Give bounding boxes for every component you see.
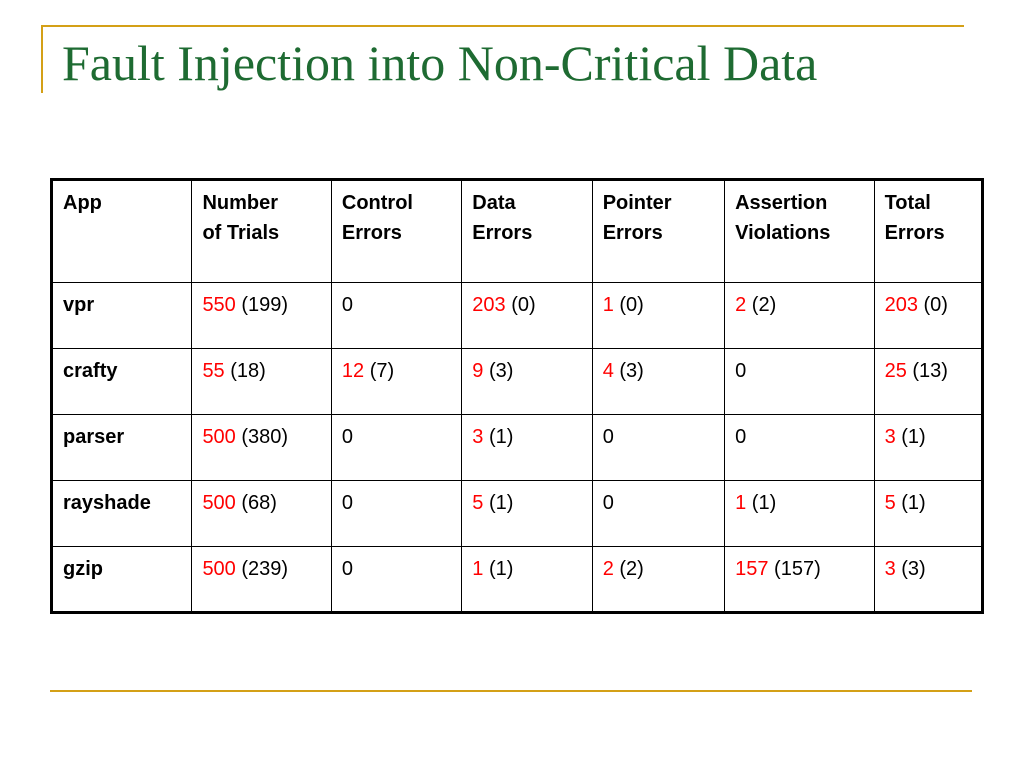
cell-control-errors: 0 bbox=[331, 415, 461, 481]
cell-trials: 500 (380) bbox=[192, 415, 331, 481]
cell-app: gzip bbox=[52, 547, 192, 613]
cell-trials: 500 (239) bbox=[192, 547, 331, 613]
table-row-vpr bbox=[52, 283, 983, 349]
cell-app: crafty bbox=[52, 349, 192, 415]
cell-assertion-violations: 2 (2) bbox=[725, 283, 874, 349]
header-total-errors: Total Errors bbox=[874, 180, 982, 283]
cell-data-errors: 5 (1) bbox=[462, 481, 592, 547]
cell-control-errors: 0 bbox=[331, 481, 461, 547]
cell-assertion-violations: 1 (1) bbox=[725, 481, 874, 547]
cell-total-errors: 203 (0) bbox=[874, 283, 982, 349]
cell-app: parser bbox=[52, 415, 192, 481]
cell-trials: 550 (199) bbox=[192, 283, 331, 349]
cell-control-errors: 0 bbox=[331, 547, 461, 613]
bottom-accent-line bbox=[50, 690, 972, 692]
cell-assertion-violations: 0 bbox=[725, 415, 874, 481]
cell-total-errors: 5 (1) bbox=[874, 481, 982, 547]
cell-total-errors: 3 (3) bbox=[874, 547, 982, 613]
cell-trials: 500 (68) bbox=[192, 481, 331, 547]
cell-pointer-errors: 2 (2) bbox=[592, 547, 724, 613]
cell-control-errors: 0 bbox=[331, 283, 461, 349]
slide-title: Fault Injection into Non-Critical Data bbox=[62, 35, 818, 91]
cell-total-errors: 25 (13) bbox=[874, 349, 982, 415]
cell-assertion-violations: 0 bbox=[725, 349, 874, 415]
cell-data-errors: 203 (0) bbox=[462, 283, 592, 349]
header-number-of-trials: Number of Trials bbox=[192, 180, 331, 283]
cell-total-errors: 3 (1) bbox=[874, 415, 982, 481]
cell-data-errors: 9 (3) bbox=[462, 349, 592, 415]
cell-trials: 55 (18) bbox=[192, 349, 331, 415]
header-row bbox=[52, 180, 983, 283]
header-data-errors: Data Errors bbox=[462, 180, 592, 283]
cell-data-errors: 1 (1) bbox=[462, 547, 592, 613]
fault-injection-table bbox=[50, 178, 984, 614]
cell-control-errors: 12 (7) bbox=[331, 349, 461, 415]
top-accent-line bbox=[41, 25, 964, 27]
cell-pointer-errors: 4 (3) bbox=[592, 349, 724, 415]
table-row-rayshade bbox=[52, 481, 983, 547]
header-control-errors: Control Errors bbox=[331, 180, 461, 283]
cell-pointer-errors: 0 bbox=[592, 481, 724, 547]
header-pointer-errors: Pointer Errors bbox=[592, 180, 724, 283]
cell-app: rayshade bbox=[52, 481, 192, 547]
header-assertion-violations: Assertion Violations bbox=[725, 180, 874, 283]
left-accent-line bbox=[41, 25, 43, 93]
table-row-parser bbox=[52, 415, 983, 481]
cell-pointer-errors: 1 (0) bbox=[592, 283, 724, 349]
cell-assertion-violations: 157 (157) bbox=[725, 547, 874, 613]
table-row-crafty bbox=[52, 349, 983, 415]
cell-app: vpr bbox=[52, 283, 192, 349]
header-app: App bbox=[52, 180, 192, 283]
table-row-gzip bbox=[52, 547, 983, 613]
cell-pointer-errors: 0 bbox=[592, 415, 724, 481]
cell-data-errors: 3 (1) bbox=[462, 415, 592, 481]
